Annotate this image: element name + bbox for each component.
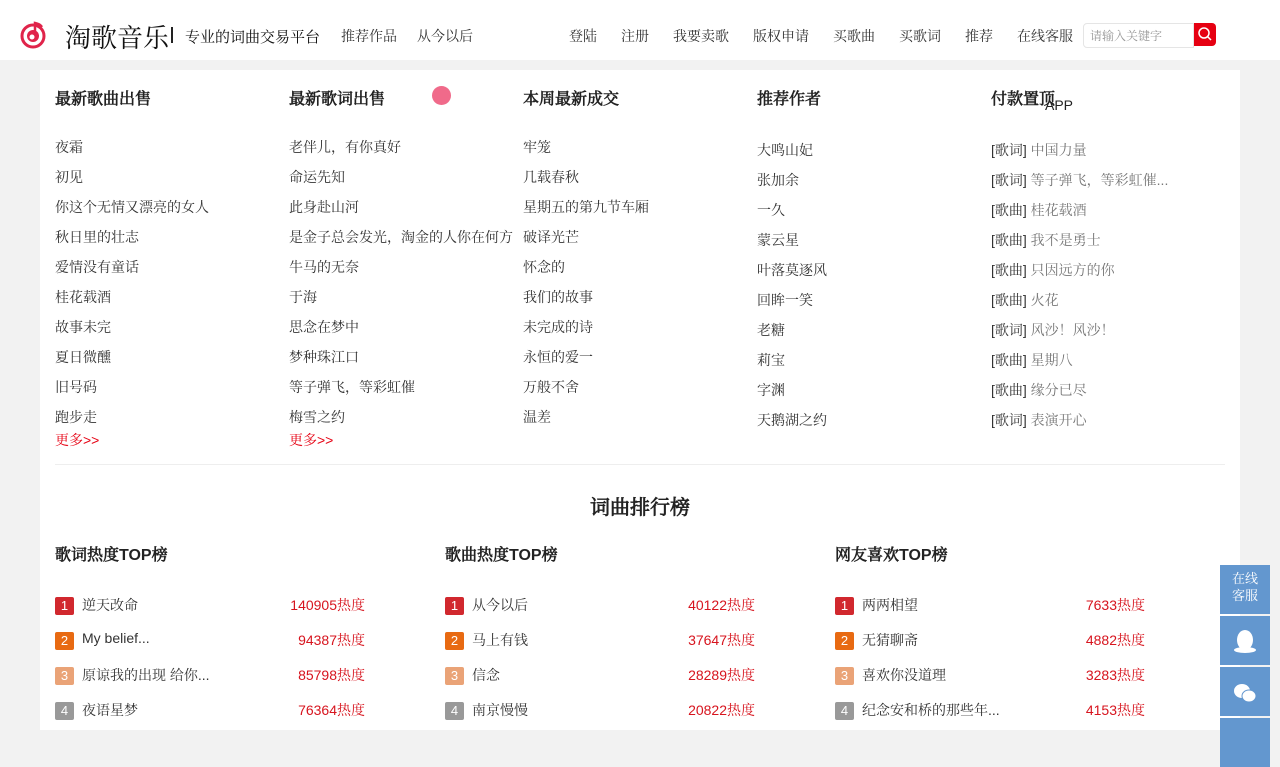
search-icon bbox=[1194, 23, 1216, 46]
rank-item-heat: 28289热度 bbox=[688, 667, 755, 683]
list-item[interactable] bbox=[991, 140, 1087, 160]
item-tag: [歌曲] bbox=[991, 382, 1031, 398]
speaker-icon[interactable] bbox=[432, 86, 451, 105]
online-service-button[interactable] bbox=[1220, 565, 1270, 614]
list-item[interactable] bbox=[991, 410, 1087, 430]
rank-badge: 2 bbox=[55, 632, 74, 650]
list-item[interactable]: 梅雪之约 bbox=[289, 409, 345, 425]
rank-item-name[interactable]: 信念 bbox=[472, 667, 500, 683]
rank-badge: 4 bbox=[835, 702, 854, 720]
list-item[interactable]: 等子弹飞，等彩虹催 bbox=[289, 379, 415, 395]
ranking-list-title: 歌词热度TOP榜 bbox=[55, 547, 168, 564]
column-title: 本周最新成交 bbox=[523, 91, 620, 108]
rank-badge: 3 bbox=[55, 667, 74, 685]
list-item[interactable]: 怀念的 bbox=[523, 259, 565, 275]
column-title: 最新歌曲出售 bbox=[55, 91, 152, 108]
list-item[interactable]: 是金子总会发光，淘金的人你在何方 bbox=[289, 229, 513, 245]
item-tag: [歌词] bbox=[991, 322, 1031, 338]
list-item[interactable]: 跑步走 bbox=[55, 409, 97, 425]
more-link[interactable]: 更多>> bbox=[55, 432, 100, 448]
rank-item-name[interactable]: 纪念安和桥的那些年... bbox=[862, 702, 1000, 718]
rank-item-heat: 4882热度 bbox=[1085, 632, 1145, 648]
list-item[interactable] bbox=[991, 230, 1101, 250]
list-item[interactable]: 永恒的爱一 bbox=[523, 349, 593, 365]
rank-item-heat: 140905热度 bbox=[290, 597, 365, 613]
list-item[interactable]: 夏日微醺 bbox=[55, 349, 111, 365]
list-item[interactable]: 温差 bbox=[523, 409, 551, 425]
rank-badge: 3 bbox=[835, 667, 854, 685]
rank-item-name[interactable]: 夜语星梦 bbox=[82, 702, 138, 718]
app-label[interactable]: APP bbox=[1045, 97, 1074, 113]
list-item[interactable]: 回眸一笑 bbox=[757, 292, 813, 308]
item-tag: [歌曲] bbox=[991, 292, 1031, 308]
list-item[interactable]: 此身赴山河 bbox=[289, 199, 359, 215]
list-item[interactable] bbox=[991, 170, 1168, 190]
list-item[interactable]: 星期五的第九节车厢 bbox=[523, 199, 649, 215]
item-tag: [歌曲] bbox=[991, 262, 1031, 278]
item-name[interactable]: 只因远方的你 bbox=[1030, 262, 1115, 278]
ranking-list-title: 歌曲热度TOP榜 bbox=[445, 547, 558, 564]
list-item[interactable]: 梦种珠江口 bbox=[289, 349, 359, 365]
column-title: 最新歌词出售 bbox=[289, 91, 386, 108]
list-item[interactable]: 牛马的无奈 bbox=[289, 259, 359, 275]
rank-item-heat: 37647热度 bbox=[688, 632, 755, 648]
item-name[interactable]: 中国力量 bbox=[1030, 142, 1087, 158]
section-divider bbox=[55, 464, 1225, 465]
ranking-list-title: 网友喜欢TOP榜 bbox=[835, 547, 948, 564]
rank-item-name[interactable]: 马上有钱 bbox=[472, 632, 528, 648]
rank-item-name[interactable]: 南京慢慢 bbox=[472, 702, 528, 718]
item-tag: [歌词] bbox=[991, 142, 1031, 158]
rank-badge: 4 bbox=[445, 702, 464, 720]
item-name[interactable]: 桂花载酒 bbox=[1030, 202, 1087, 218]
rank-badge: 3 bbox=[445, 667, 464, 685]
nav-link[interactable]: 买歌曲 bbox=[833, 28, 875, 44]
side-button[interactable] bbox=[1220, 718, 1270, 767]
service-label: 在线客服 bbox=[1231, 571, 1258, 603]
nav-link[interactable]: 从今以后 bbox=[417, 28, 473, 44]
list-item[interactable]: 叶落莫逐风 bbox=[757, 262, 827, 278]
search-input[interactable] bbox=[1083, 23, 1194, 48]
list-item[interactable]: 你这个无情又漂亮的女人 bbox=[55, 199, 209, 215]
top-header bbox=[0, 0, 1280, 60]
rank-item-name[interactable]: My belief... bbox=[82, 630, 150, 646]
item-tag: [歌词] bbox=[991, 172, 1031, 188]
music-logo-icon[interactable] bbox=[20, 19, 48, 49]
list-item[interactable]: 思念在梦中 bbox=[289, 319, 359, 335]
list-item[interactable]: 破译光芒 bbox=[523, 229, 579, 245]
list-item[interactable]: 字渊 bbox=[757, 382, 785, 398]
item-name[interactable]: 缘分已尽 bbox=[1030, 382, 1087, 398]
rank-badge: 2 bbox=[835, 632, 854, 650]
rank-badge: 1 bbox=[55, 597, 74, 615]
rank-badge: 1 bbox=[445, 597, 464, 615]
list-item[interactable]: 大鸣山妃 bbox=[757, 142, 813, 158]
brand-name[interactable]: 淘歌音乐 bbox=[65, 23, 170, 53]
more-link[interactable]: 更多>> bbox=[289, 432, 334, 448]
list-item[interactable]: 老伴儿，有你真好 bbox=[289, 139, 401, 155]
main-content bbox=[40, 70, 1240, 730]
rank-item-name[interactable]: 原谅我的出现 给你... bbox=[82, 667, 210, 683]
qq-icon bbox=[1220, 616, 1270, 665]
ranking-title: 词曲排行榜 bbox=[590, 497, 690, 519]
rank-badge: 4 bbox=[55, 702, 74, 720]
list-item[interactable] bbox=[991, 290, 1059, 310]
rank-item-heat: 94387热度 bbox=[298, 632, 365, 648]
item-name[interactable]: 表演开心 bbox=[1030, 412, 1087, 428]
rank-item-heat: 85798热度 bbox=[298, 667, 365, 683]
list-item[interactable]: 于海 bbox=[289, 289, 317, 305]
list-item[interactable] bbox=[991, 200, 1087, 220]
list-item[interactable]: 天鹅湖之约 bbox=[757, 412, 827, 428]
list-item[interactable]: 爱情没有童话 bbox=[55, 259, 139, 275]
item-tag: [歌曲] bbox=[991, 352, 1031, 368]
list-item[interactable]: 几载春秋 bbox=[523, 169, 579, 185]
slogan: 专业的词曲交易平台 bbox=[185, 29, 321, 46]
rank-item-name[interactable]: 无猜聊斋 bbox=[862, 632, 918, 648]
list-item[interactable]: 老糖 bbox=[757, 322, 785, 338]
list-item[interactable]: 夜霜 bbox=[55, 139, 83, 155]
divider bbox=[171, 27, 173, 43]
list-item[interactable]: 桂花载酒 bbox=[55, 289, 111, 305]
list-item[interactable] bbox=[991, 350, 1073, 370]
rank-item-heat: 76364热度 bbox=[298, 702, 365, 718]
nav-link[interactable]: 买歌词 bbox=[899, 28, 941, 44]
rank-item-heat: 3283热度 bbox=[1085, 667, 1145, 683]
search-button[interactable] bbox=[1194, 23, 1216, 46]
nav-link[interactable]: 在线客服 bbox=[1017, 28, 1073, 44]
nav-link[interactable]: 注册 bbox=[621, 28, 649, 44]
nav-link[interactable]: 登陆 bbox=[569, 28, 597, 44]
list-item[interactable]: 旧号码 bbox=[55, 379, 97, 395]
nav-link[interactable]: 我要卖歌 bbox=[673, 28, 729, 44]
item-name[interactable]: 风沙！风沙！ bbox=[1030, 322, 1115, 338]
item-name[interactable]: 等子弹飞，等彩虹催... bbox=[1030, 172, 1169, 188]
rank-item-heat: 7633热度 bbox=[1085, 597, 1145, 613]
list-item[interactable]: 一久 bbox=[757, 202, 785, 218]
list-item[interactable]: 张加余 bbox=[757, 172, 799, 188]
list-item[interactable]: 万般不舍 bbox=[523, 379, 579, 395]
wechat-button[interactable] bbox=[1220, 667, 1270, 716]
list-item[interactable]: 未完成的诗 bbox=[523, 319, 593, 335]
column-title: 推荐作者 bbox=[757, 91, 822, 108]
list-item[interactable]: 莉宝 bbox=[757, 352, 785, 368]
rank-item-name[interactable]: 喜欢你没道理 bbox=[862, 667, 946, 683]
list-item[interactable]: 蒙云星 bbox=[757, 232, 799, 248]
item-name[interactable]: 火花 bbox=[1030, 292, 1059, 308]
list-item[interactable]: 命运先知 bbox=[289, 169, 345, 185]
nav-link[interactable]: 推荐 bbox=[965, 28, 993, 44]
list-item[interactable]: 我们的故事 bbox=[523, 289, 593, 305]
item-tag: [歌曲] bbox=[991, 202, 1031, 218]
rank-item-name[interactable]: 逆天改命 bbox=[82, 597, 138, 613]
rank-badge: 1 bbox=[835, 597, 854, 615]
item-name[interactable]: 我不是勇士 bbox=[1030, 232, 1101, 248]
list-item[interactable] bbox=[991, 320, 1115, 340]
list-item[interactable]: 牢笼 bbox=[523, 139, 551, 155]
rank-item-heat: 4153热度 bbox=[1085, 702, 1145, 718]
item-tag: [歌词] bbox=[991, 412, 1031, 428]
qq-button[interactable] bbox=[1220, 616, 1270, 665]
rank-badge: 2 bbox=[445, 632, 464, 650]
list-item[interactable] bbox=[991, 380, 1087, 400]
list-item[interactable] bbox=[991, 260, 1115, 280]
nav-link[interactable]: 推荐作品 bbox=[341, 28, 397, 44]
list-item[interactable]: 初见 bbox=[55, 169, 83, 185]
rank-item-heat: 20822热度 bbox=[688, 702, 755, 718]
nav-link[interactable]: 版权申请 bbox=[753, 28, 809, 44]
rank-item-name[interactable]: 从今以后 bbox=[472, 597, 528, 613]
rank-item-name[interactable]: 两两相望 bbox=[862, 597, 918, 613]
item-tag: [歌曲] bbox=[991, 232, 1031, 248]
wechat-icon bbox=[1220, 667, 1270, 716]
list-item[interactable]: 故事未完 bbox=[55, 319, 111, 335]
rank-item-heat: 40122热度 bbox=[688, 597, 755, 613]
column-title: 付款置顶 bbox=[991, 91, 1056, 108]
list-item[interactable]: 秋日里的壮志 bbox=[55, 229, 139, 245]
item-name[interactable]: 星期八 bbox=[1030, 352, 1073, 368]
